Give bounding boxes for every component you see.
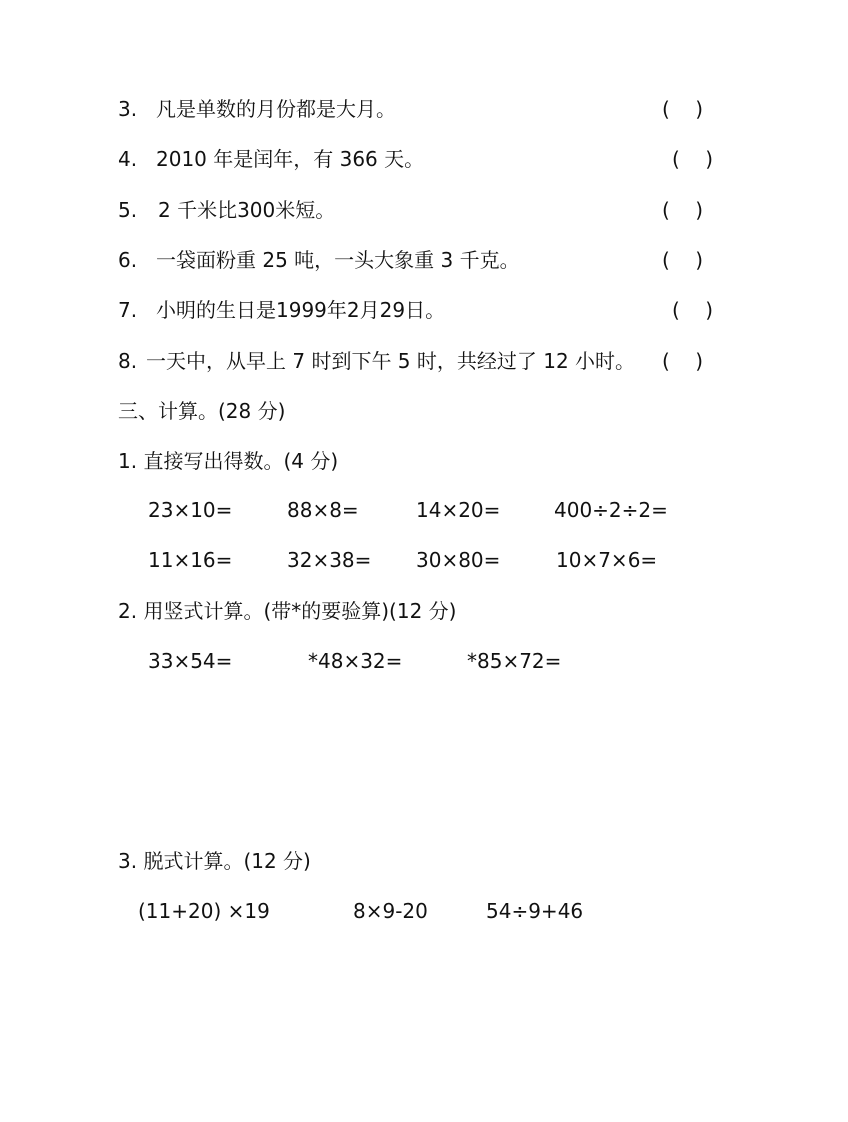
- oral-calc-item: 400÷2÷2=: [554, 498, 668, 522]
- answer-parentheses: ( ): [662, 248, 704, 272]
- question-number: 4.: [118, 147, 138, 171]
- oral-calc-item: 14×20=: [416, 498, 501, 522]
- oral-calc-item: 30×80=: [416, 548, 501, 572]
- question-text: 一天中，从早上 7 时到下午 5 时，共经过了 12 小时。: [146, 349, 636, 373]
- stepwise-calc-item: (11+20) ×19: [138, 899, 270, 923]
- answer-parentheses: ( ): [662, 97, 704, 121]
- oral-calc-item: 88×8=: [287, 498, 359, 522]
- part-title: 2. 用竖式计算。(带*的要验算)(12 分): [118, 599, 457, 623]
- part-title: 1. 直接写出得数。(4 分): [118, 449, 339, 473]
- answer-parentheses: ( ): [662, 198, 704, 222]
- question-number: 6.: [118, 248, 138, 272]
- answer-parentheses: ( ): [672, 298, 714, 322]
- vertical-calc-item: 33×54=: [148, 649, 233, 673]
- answer-parentheses: ( ): [672, 147, 714, 171]
- question-number: 7.: [118, 298, 138, 322]
- answer-parentheses: ( ): [662, 349, 704, 373]
- part-title: 3. 脱式计算。(12 分): [118, 849, 311, 873]
- question-text: 凡是单数的月份都是大月。: [156, 97, 396, 121]
- question-text: 小明的生日是1999年2月29日。: [156, 298, 446, 322]
- question-text: 2 千米比300米短。: [158, 198, 336, 222]
- oral-calc-item: 11×16=: [148, 548, 233, 572]
- question-number: 5.: [118, 198, 138, 222]
- stepwise-calc-item: 54÷9+46: [486, 899, 584, 923]
- question-number: 8.: [118, 349, 138, 373]
- oral-calc-item: 23×10=: [148, 498, 233, 522]
- oral-calc-item: 32×38=: [287, 548, 372, 572]
- vertical-calc-item: *85×72=: [467, 649, 562, 673]
- section-title: 三、计算。(28 分): [118, 399, 286, 423]
- question-text: 一袋面粉重 25 吨，一头大象重 3 千克。: [156, 248, 520, 272]
- oral-calc-item: 10×7×6=: [556, 548, 658, 572]
- question-number: 3.: [118, 97, 138, 121]
- stepwise-calc-item: 8×9-20: [353, 899, 428, 923]
- question-text: 2010 年是闰年，有 366 天。: [156, 147, 425, 171]
- vertical-calc-item: *48×32=: [308, 649, 403, 673]
